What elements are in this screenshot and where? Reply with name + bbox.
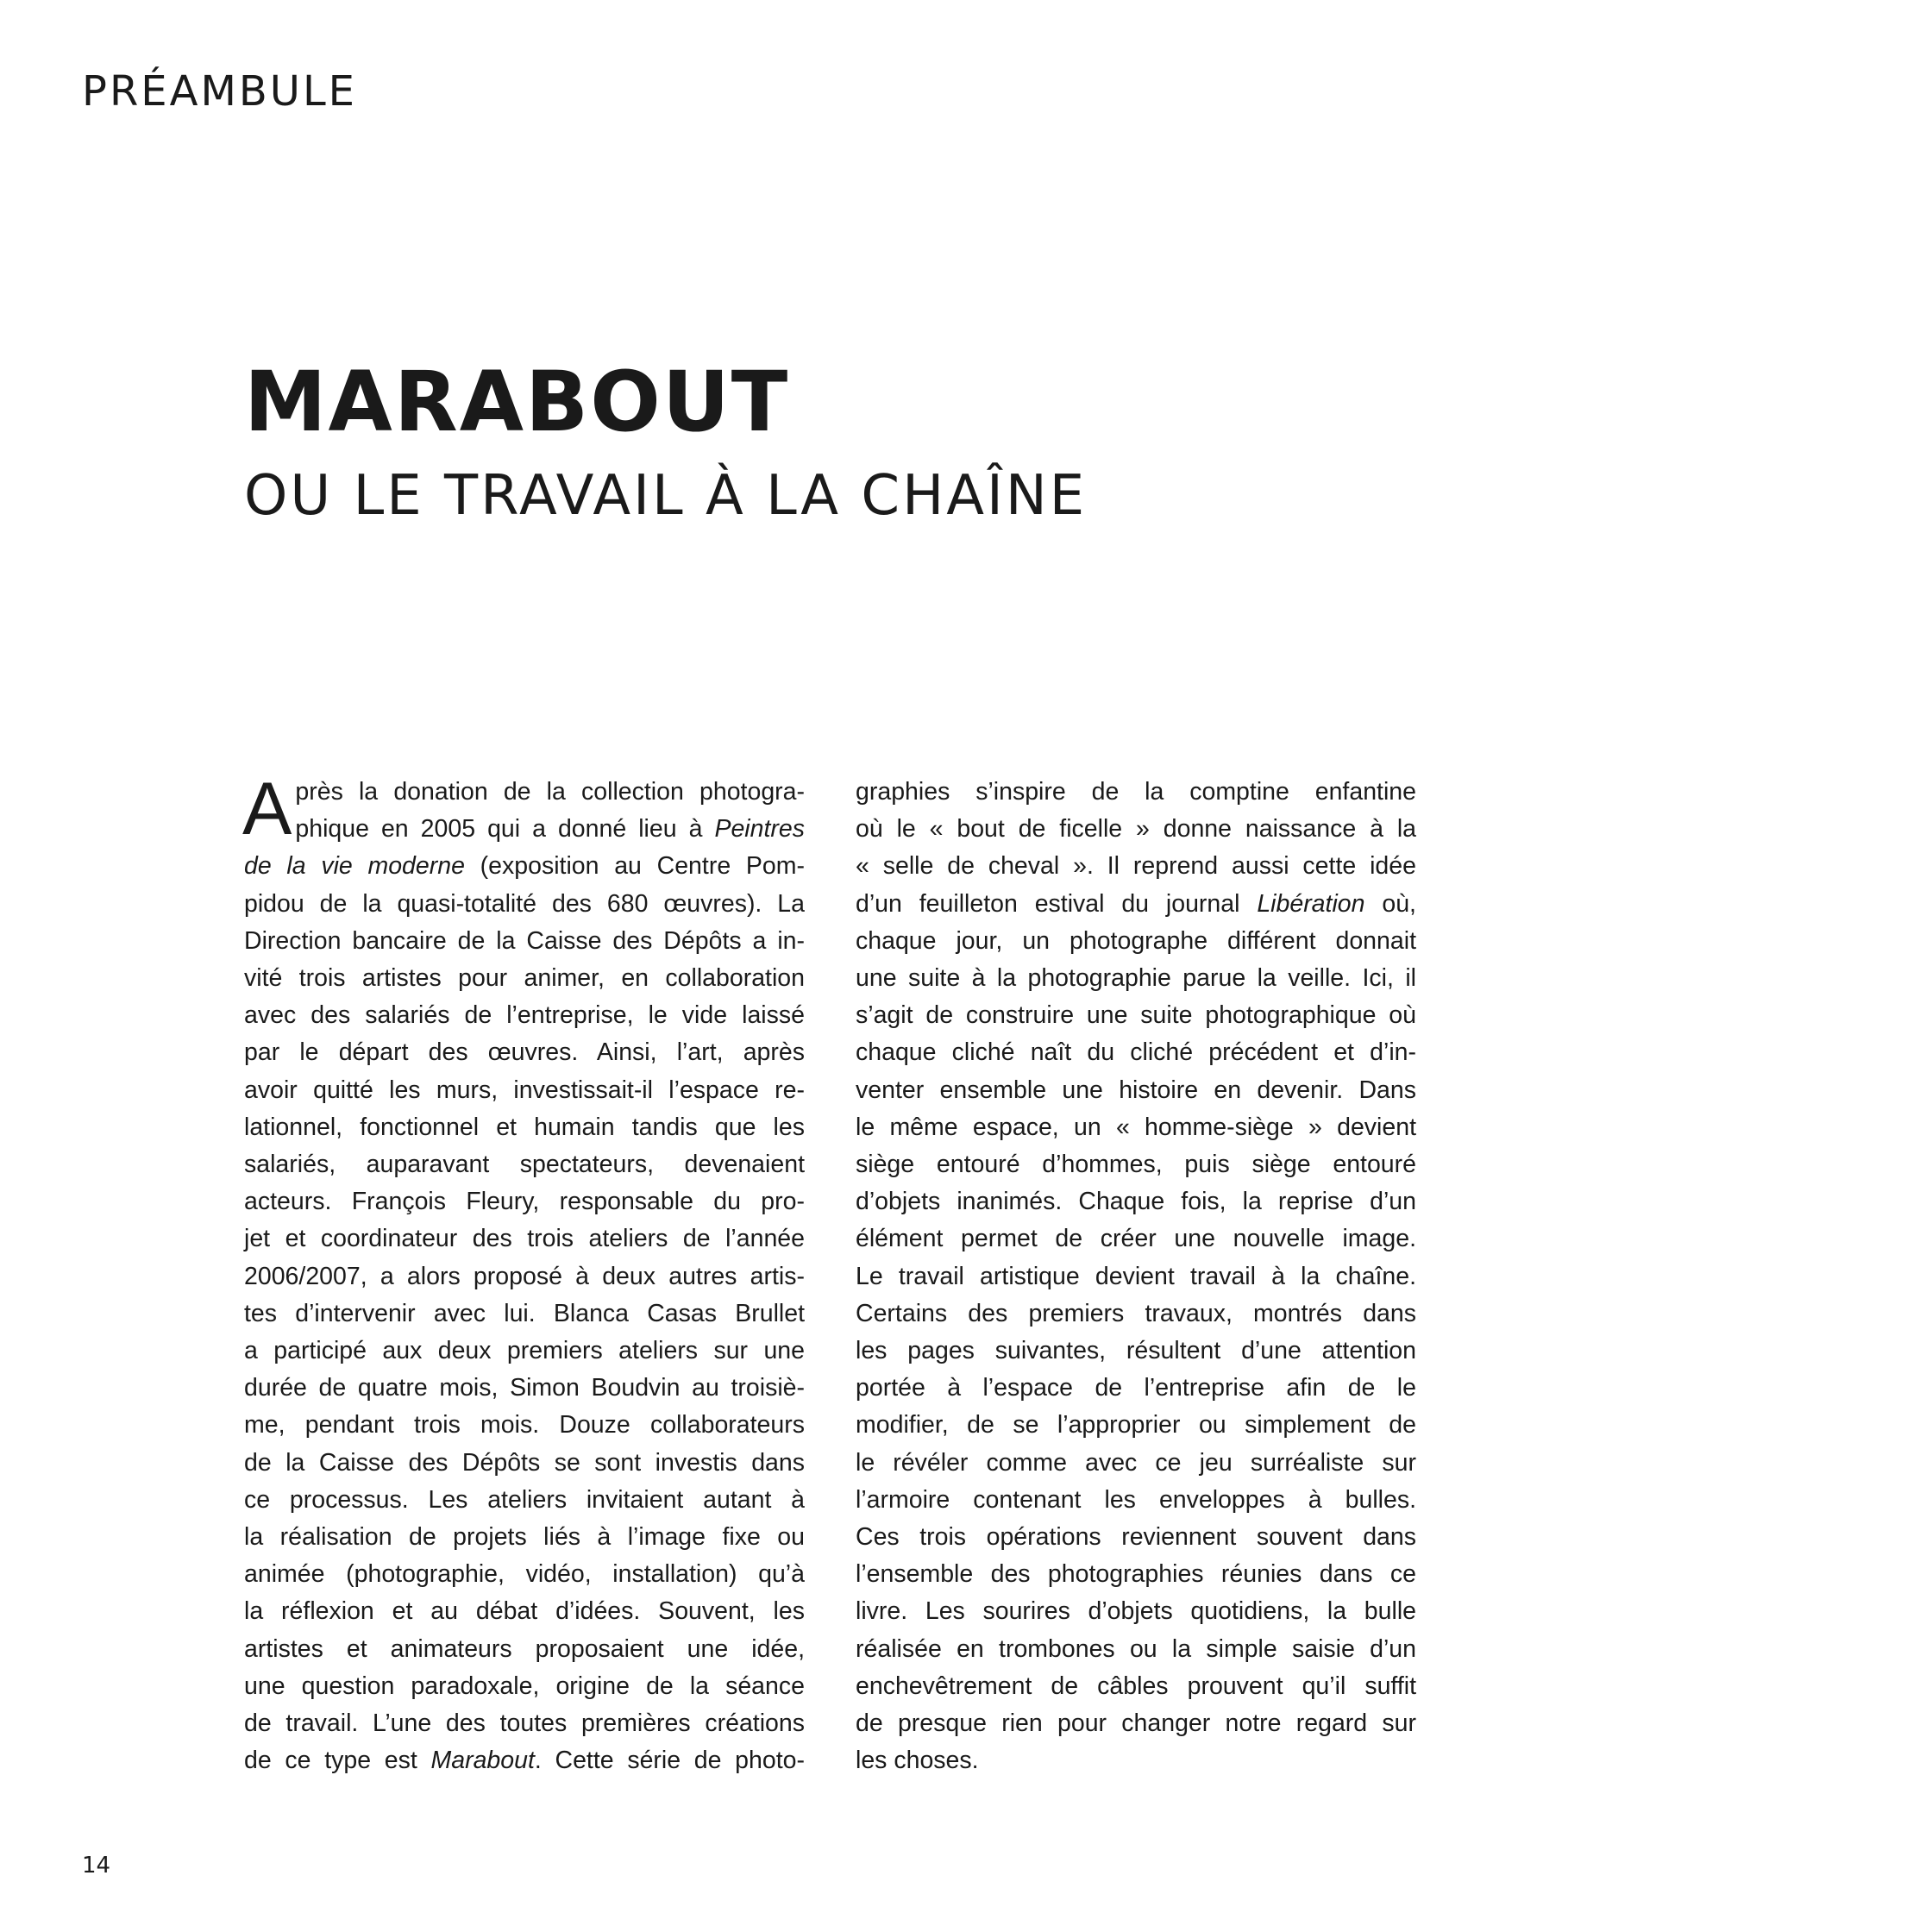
right-column-line: d’un feuilleton estival du journal Libération où, [856, 889, 1416, 918]
right-column-line: modifier, de se l’approprier ou simplement de [856, 1411, 1416, 1440]
left-column-line: avoir quitté les murs, investissait-il l’espace re- [244, 1076, 805, 1104]
right-column-line: l’ensemble des photographies réunies dans ce [856, 1560, 1416, 1589]
page-title: MARABOUT [244, 354, 790, 450]
drop-cap: A [242, 768, 292, 850]
right-column-line: élément permet de créer une nouvelle image. [856, 1225, 1416, 1253]
right-column-line: s’agit de construire une suite photographique où [856, 1001, 1416, 1030]
left-column-lines [242, 768, 805, 1779]
right-column-line: où le « bout de ficelle » donne naissance à la [856, 815, 1416, 844]
left-column-line: 2006/2007, a alors proposé à deux autres artis- [244, 1262, 805, 1290]
left-column-line: de travail. L’une des toutes premières créations [244, 1709, 805, 1738]
right-column-line: les pages suivantes, résultent d’une attention [856, 1337, 1416, 1365]
right-column-line: le révéler comme avec ce jeu surréaliste sur [856, 1448, 1416, 1477]
left-column-line: jet et coordinateur des trois ateliers de l’année [244, 1225, 805, 1253]
right-column-line: les choses. [856, 1747, 979, 1775]
left-column-line: vité trois artistes pour animer, en collaboration [244, 964, 805, 993]
left-column-line: de la vie moderne (exposition au Centre Pom- [244, 852, 805, 881]
left-column-line: par le départ des œuvres. Ainsi, l’art, après [244, 1038, 805, 1067]
right-column-line: l’armoire contenant les enveloppes à bulles. [856, 1485, 1416, 1514]
left-column-line: de ce type est Marabout. Cette série de photo- [244, 1747, 805, 1775]
left-column-line: pidou de la quasi-totalité des 680 œuvres). La [244, 889, 805, 918]
right-column-line: siège entouré d’hommes, puis siège entouré [856, 1151, 1416, 1179]
left-column-line: lationnel, fonctionnel et humain tandis que les [244, 1113, 805, 1141]
right-column-line: le même espace, un « homme-siège » devient [856, 1113, 1416, 1141]
text-column-right [856, 774, 1416, 1779]
right-column-line: chaque cliché naît du cliché précédent et d’in- [856, 1038, 1416, 1067]
page-number: 14 [82, 1853, 111, 1879]
right-column-line: graphies s’inspire de la comptine enfantine [856, 778, 1416, 806]
left-column-line: durée de quatre mois, Simon Boudvin au troisiè- [244, 1374, 805, 1402]
left-column-line: Direction bancaire de la Caisse des Dépôts a in- [244, 926, 805, 955]
left-column-line: de la Caisse des Dépôts se sont investis dans [244, 1448, 805, 1477]
right-column-line: Ces trois opérations reviennent souvent dans [856, 1523, 1416, 1552]
right-column-line: Certains des premiers travaux, montrés dans [856, 1299, 1416, 1327]
left-column-line: la réalisation de projets liés à l’image fixe ou [244, 1523, 805, 1552]
left-column-line: phique en 2005 qui a donné lieu à Peintres [295, 815, 805, 844]
right-column-line: réalisée en trombones ou la simple saisie d’un [856, 1634, 1416, 1663]
left-column-line: une question paradoxale, origine de la séance [244, 1672, 805, 1700]
left-column-line: acteurs. François Fleury, responsable du pro- [244, 1188, 805, 1216]
right-column-line: Le travail artistique devient travail à la chaîne. [856, 1262, 1416, 1290]
left-column-line: animée (photographie, vidéo, installation) qu’à [244, 1560, 805, 1589]
left-column-line: la réflexion et au débat d’idées. Souvent, les [244, 1597, 805, 1626]
right-column-line: enchevêtrement de câbles prouvent qu’il suffit [856, 1672, 1416, 1700]
right-column-line: une suite à la photographie parue la veille. Ici, il [856, 964, 1416, 993]
right-column-line: « selle de cheval ». Il reprend aussi cette idée [856, 852, 1416, 881]
section-label: PRÉAMBULE [82, 67, 358, 116]
left-column-line: ce processus. Les ateliers invitaient autant à [244, 1485, 805, 1514]
left-column-line: tes d’intervenir avec lui. Blanca Casas Brullet [244, 1299, 805, 1327]
left-column-line: artistes et animateurs proposaient une idée, [244, 1634, 805, 1663]
left-column-line: salariés, auparavant spectateurs, devenaient [244, 1151, 805, 1179]
right-column-line: livre. Les sourires d’objets quotidiens, la bulle [856, 1597, 1416, 1626]
left-column-line: a participé aux deux premiers ateliers sur une [244, 1337, 805, 1365]
left-column-line: près la donation de la collection photogra- [295, 778, 805, 806]
right-column-line: de presque rien pour changer notre regard sur [856, 1709, 1416, 1738]
right-column-line: d’objets inanimés. Chaque fois, la reprise d’un [856, 1188, 1416, 1216]
page-subtitle: OU LE TRAVAIL À LA CHAÎNE [244, 464, 1088, 528]
right-column-line: chaque jour, un photographe différent donnait [856, 926, 1416, 955]
right-column-line: venter ensemble une histoire en devenir. Dans [856, 1076, 1416, 1104]
right-column-lines [856, 774, 1416, 1779]
right-column-line: portée à l’espace de l’entreprise afin de le [856, 1374, 1416, 1402]
left-column-line: me, pendant trois mois. Douze collaborateurs [244, 1411, 805, 1440]
left-column-line: avec des salariés de l’entreprise, le vide laissé [244, 1001, 805, 1030]
text-column-left [242, 768, 805, 1779]
